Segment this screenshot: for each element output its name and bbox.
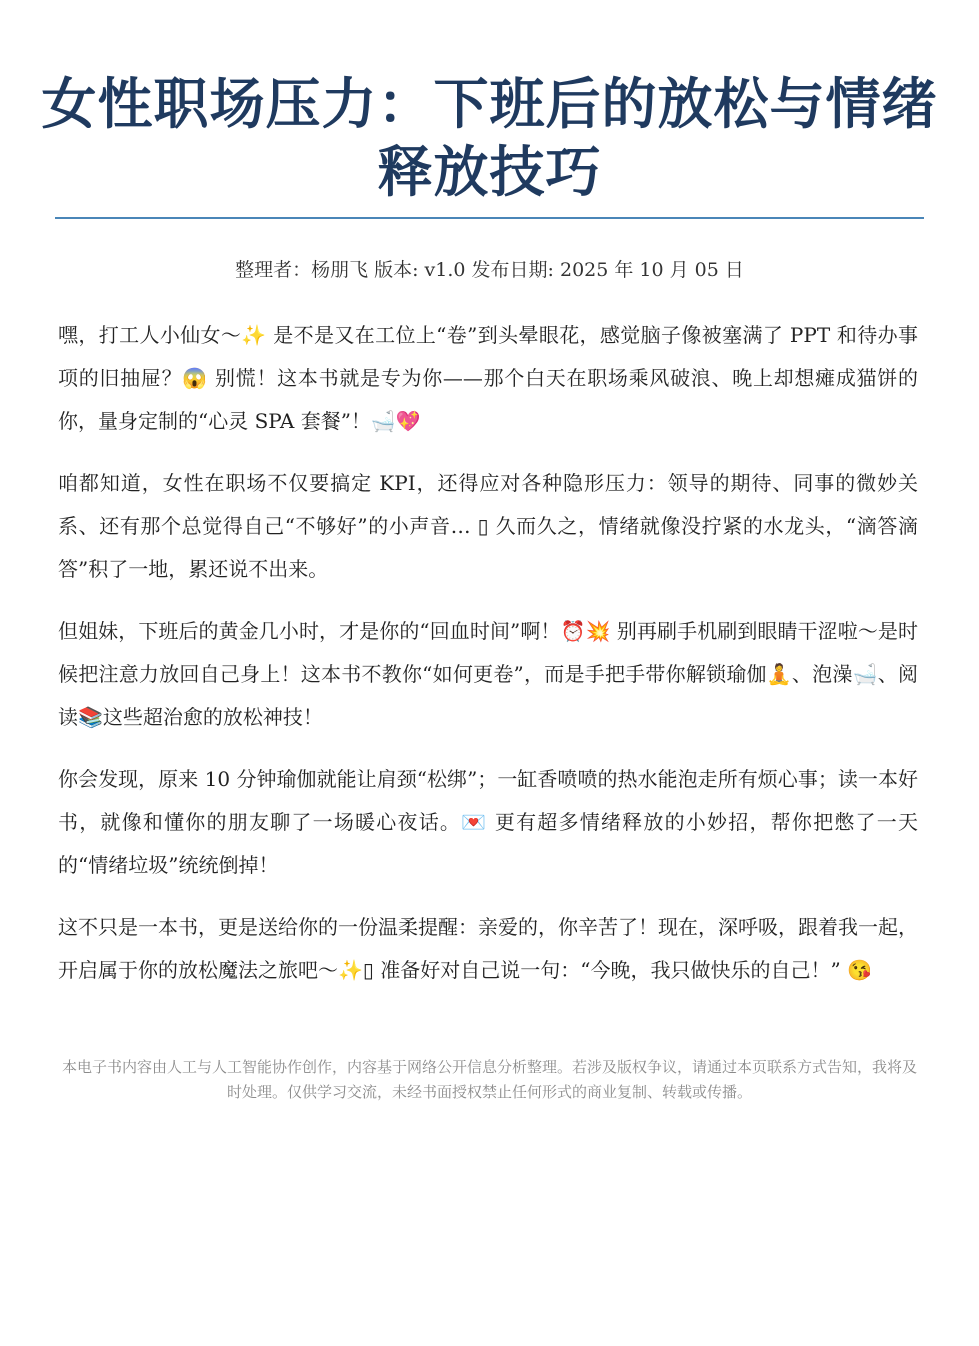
document-title: 女性职场压力：下班后的放松与情绪释放技巧 [41,72,938,204]
paragraph-5: 这不只是一本书，更是送给你的一份温柔提醒：亲爱的，你辛苦了！现在，深呼吸，跟着我一起，开启属于你的放松魔法之旅吧～✨▯ 准备好对自己说一句：“今晚，我只做快乐的自己！” 😘 [58,915,918,982]
title-divider [55,217,924,219]
paragraph-4: 你会发现，原来 10 分钟瑜伽就能让肩颈“松绑”；一缸香喷喷的热水能泡走所有烦心事；读一本好书，就像和懂你的朋友聊了一场暖心夜话。💌 更有超多情绪释放的小妙招，帮你把憋了一天的“情绪垃圾”统统倒掉！ [58,767,918,877]
paragraph-1: 嘿，打工人小仙女～✨ 是不是又在工位上“卷”到头晕眼花，感觉脑子像被塞满了 PPT 和待办事项的旧抽屉？😱 别慌！这本书就是专为你——那个白天在职场乘风破浪、晚上却想瘫成猫饼的你，量身定制的“心灵 SPA 套餐”！🛁💖 [58,323,918,433]
copyright-disclaimer: 本电子书内容由人工与人工智能协作创作，内容基于网络公开信息分析整理。若涉及版权争议，请通过本页联系方式告知，我将及时处理。仅供学习交流，未经书面授权禁止任何形式的商业复制、转载或传播。 [61,1058,917,1101]
document-body [58,314,918,1011]
paragraph-3: 但姐妹，下班后的黄金几小时，才是你的“回血时间”啊！⏰💥 别再刷手机刷到眼睛干涩啦～是时候把注意力放回自己身上！这本书不教你“如何更卷”，而是手把手带你解锁瑜伽🧘、泡澡🛁、阅读📚这些超治愈的放松神技！ [58,619,918,729]
document-meta: 整理者：杨朋飞 版本: v1.0 发布日期: 2025 年 10 月 05 日 [235,259,744,281]
paragraph-2: 咱都知道，女性在职场不仅要搞定 KPI，还得应对各种隐形压力：领导的期待、同事的微妙关系、还有那个总觉得自己“不够好”的小声音… ▯ 久而久之，情绪就像没拧紧的水龙头，“滴答滴答”积了一地，累还说不出来。 [58,471,918,581]
